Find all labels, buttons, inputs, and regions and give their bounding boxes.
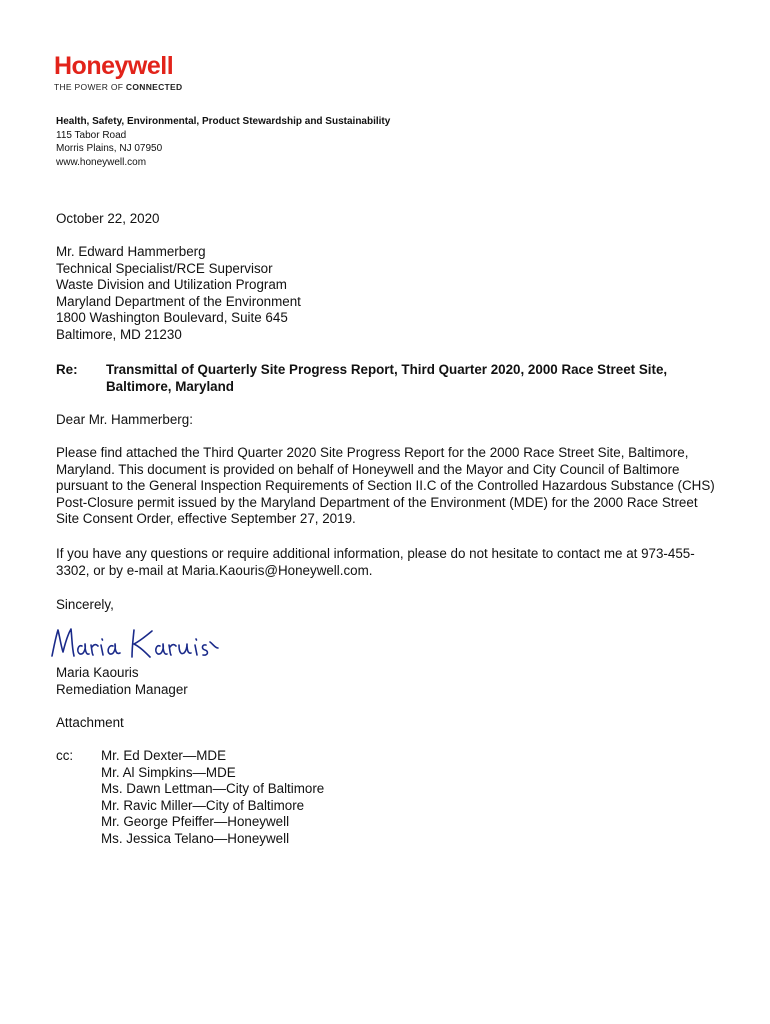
- cc-label: cc:: [56, 748, 74, 763]
- sender-website: www.honeywell.com: [56, 156, 147, 168]
- cc-list: [101, 748, 501, 848]
- recipient-line: Maryland Department of the Environment: [56, 293, 301, 309]
- recipient-address-block: [56, 244, 301, 344]
- signer-block: [56, 665, 188, 698]
- letter-date: October 22, 2020: [56, 211, 160, 226]
- recipient-line: 1800 Washington Boulevard, Suite 645: [56, 310, 288, 326]
- cc-recipient: Mr. Ravic Miller—City of Baltimore: [101, 797, 305, 813]
- closing: Sincerely,: [56, 597, 114, 612]
- recipient-line: Baltimore, MD 21230: [56, 326, 182, 342]
- signer-name: Maria Kaouris: [56, 665, 139, 680]
- division-name: Health, Safety, Environmental, Product Stewardship and Sustainability: [56, 116, 391, 127]
- handwritten-signature: [48, 622, 223, 669]
- recipient-line: Waste Division and Utilization Program: [56, 277, 287, 293]
- salutation: Dear Mr. Hammerberg:: [56, 412, 193, 427]
- recipient-line: Mr. Edward Hammerberg: [56, 244, 206, 259]
- cc-recipient: Ms. Dawn Lettman—City of Baltimore: [101, 781, 325, 797]
- subject-text: Transmittal of Quarterly Site Progress Report, Third Quarter 2020, 2000 Race Street Site, Baltimore, Maryland: [106, 362, 668, 394]
- company-logo: [54, 52, 182, 92]
- sender-address-block: [56, 115, 390, 169]
- tagline-emphasis: CONNECTED: [125, 82, 183, 92]
- sender-city: Morris Plains, NJ 07950: [56, 143, 163, 154]
- sender-street: 115 Tabor Road: [56, 129, 127, 141]
- cc-recipient: Mr. George Pfeiffer—Honeywell: [101, 814, 290, 830]
- signer-title: Remediation Manager: [56, 681, 188, 697]
- cc-recipient: Mr. Ed Dexter—MDE: [101, 748, 227, 763]
- logo-tagline: [54, 82, 182, 92]
- recipient-line: Technical Specialist/RCE Supervisor: [56, 260, 273, 276]
- subject-label: Re:: [56, 362, 78, 377]
- cc-recipient: Mr. Al Simpkins—MDE: [101, 764, 236, 780]
- attachment-note: Attachment: [56, 715, 124, 730]
- tagline-prefix: THE POWER OF: [54, 82, 126, 92]
- body-paragraph: If you have any questions or require additional information, please do not hesitate to contact me at 973-455-3302, or by e-mail at Maria.Kaouris@Honeywell.com.: [56, 546, 695, 578]
- logo-wordmark: Honeywell: [54, 52, 174, 80]
- body-paragraph: Please find attached the Third Quarter 2020 Site Progress Report for the 2000 Race Street Site, Baltimore, Maryland. This document is provided on behalf of Honeywell and the Mayor and City Council of Baltimore pursuant to the General Inspection Requirements of Section II.C of the Controlled Hazardous Substance (CHS) Post-Closure permit issued by the Maryland Department of the Environment (MDE) for the 2000 Race Street Site Consent Order, effective September 27, 2019.: [56, 445, 715, 527]
- cc-recipient: Ms. Jessica Telano—Honeywell: [101, 830, 290, 846]
